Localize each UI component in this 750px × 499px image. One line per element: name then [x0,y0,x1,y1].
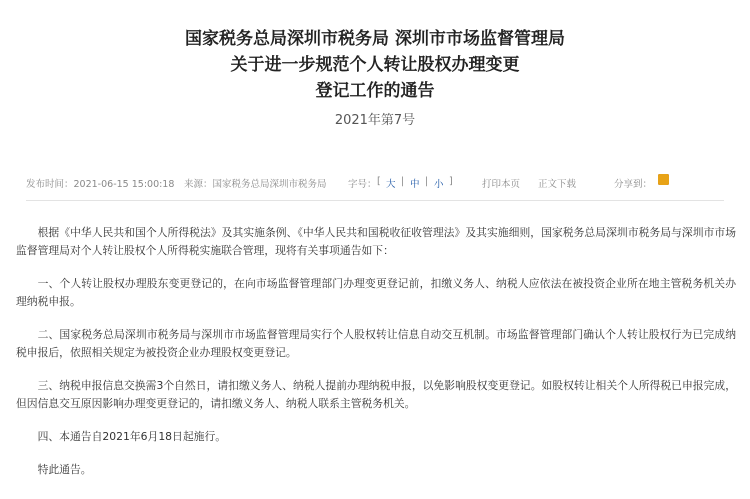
paragraph-item-3: 三、纳税申报信息交换需3个自然日，请扣缴义务人、纳税人提前办理纳税申报，以免影响股权变更登记。如股权转让相关个人所得税已申报完成，但因信息交互原因影响办理变更登记的，请扣缴义务人、纳税人联系主管税务机关。 [16,379,736,410]
title-line-2: 关于进一步规范个人转让股权办理变更 [230,55,520,75]
document-body [16,224,736,494]
paragraph-item-2: 二、国家税务总局深圳市税务局与深圳市市场监督管理局实行个人股权转让信息自动交互机制。市场监督管理部门确认个人转让股权行为已完成纳税申报后，依照相关规定为被投资企业办理股权变更登记。 [16,328,736,359]
paragraph-item-4: 四、本通告自2021年6月18日起施行。 [37,430,227,443]
print-page-link[interactable]: 打印本页 [482,179,521,190]
share-label: 分享到： [614,179,653,190]
font-size-label: 字号： [348,179,377,190]
divider [26,200,724,201]
document-header [0,26,750,130]
font-size-open-bracket: [ [377,176,381,187]
source: 来源：国家税务总局深圳市税务局 [184,179,327,190]
paragraph-closing: 特此通告。 [37,463,92,476]
paragraph-item-1: 一、个人转让股权办理股东变更登记的，在向市场监督管理部门办理变更登记前，扣缴义务人、纳税人应依法在被投资企业所在地主管税务机关办理纳税申报。 [16,277,736,308]
font-size-close-bracket: ] [449,176,453,187]
font-size-separator: | [425,176,429,187]
font-size-small-button[interactable]: 小 [434,179,444,190]
font-size-large-button[interactable]: 大 [386,179,396,190]
font-size-medium-button[interactable]: 中 [410,179,420,190]
meta-bar [26,176,724,192]
font-size-separator: | [401,176,405,187]
document-number: 2021年第7号 [334,113,416,128]
title-line-3: 登记工作的通告 [315,81,435,101]
title-line-1: 国家税务总局深圳市税务局 深圳市市场监督管理局 [185,29,565,49]
paragraph-intro: 根据《中华人民共和国个人所得税法》及其实施条例、《中华人民共和国税收征收管理法》及其实施细则，国家税务总局深圳市税务局与深圳市市场监督管理局对个人转让股权个人所得税实施联合管理，现将有关事项通告如下： [16,226,736,257]
publish-time: 发布时间：2021-06-15 15:00:18 [26,179,175,190]
download-text-link[interactable]: 正文下载 [538,179,577,190]
favorite-icon[interactable] [658,174,669,185]
